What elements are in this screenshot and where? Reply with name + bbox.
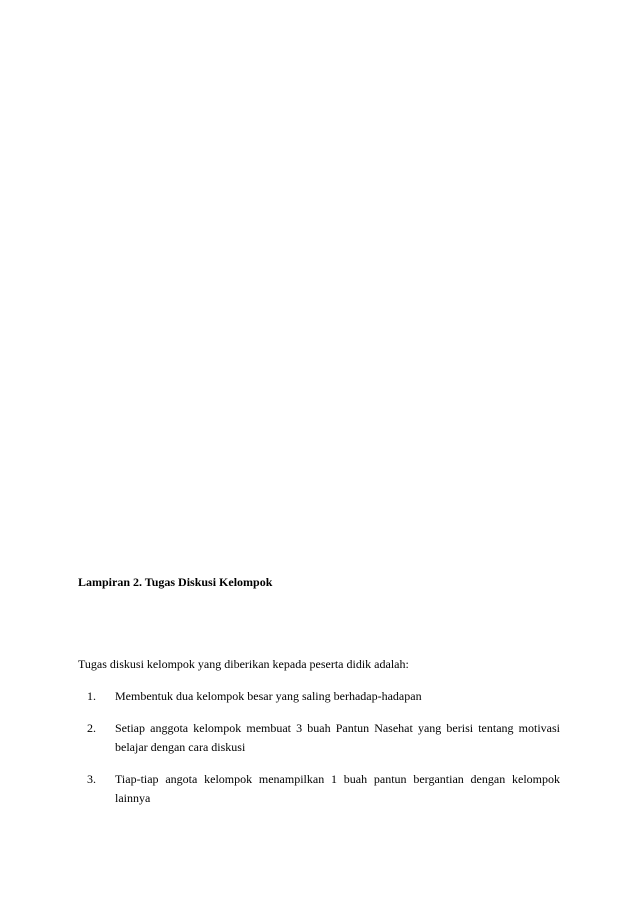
list-item-number: 2. <box>87 721 96 735</box>
task-list <box>78 687 560 821</box>
list-item-number: 1. <box>87 689 96 703</box>
intro-paragraph: Tugas diskusi kelompok yang diberikan kepada peserta didik adalah: <box>78 657 409 671</box>
list-item <box>78 719 560 757</box>
list-item-text: Tiap-tiap angota kelompok menampilkan 1 buah pantun bergantian dengan kelompok lainnya <box>115 772 560 805</box>
list-item <box>78 687 560 706</box>
list-item-text: Membentuk dua kelompok besar yang saling berhadap-hadapan <box>115 689 422 703</box>
list-item <box>78 770 560 808</box>
appendix-heading: Lampiran 2. Tugas Diskusi Kelompok <box>78 575 273 589</box>
list-item-number: 3. <box>87 772 96 786</box>
list-item-text: Setiap anggota kelompok membuat 3 buah Pantun Nasehat yang berisi tentang motivasi belajar dengan cara diskusi <box>115 721 560 754</box>
